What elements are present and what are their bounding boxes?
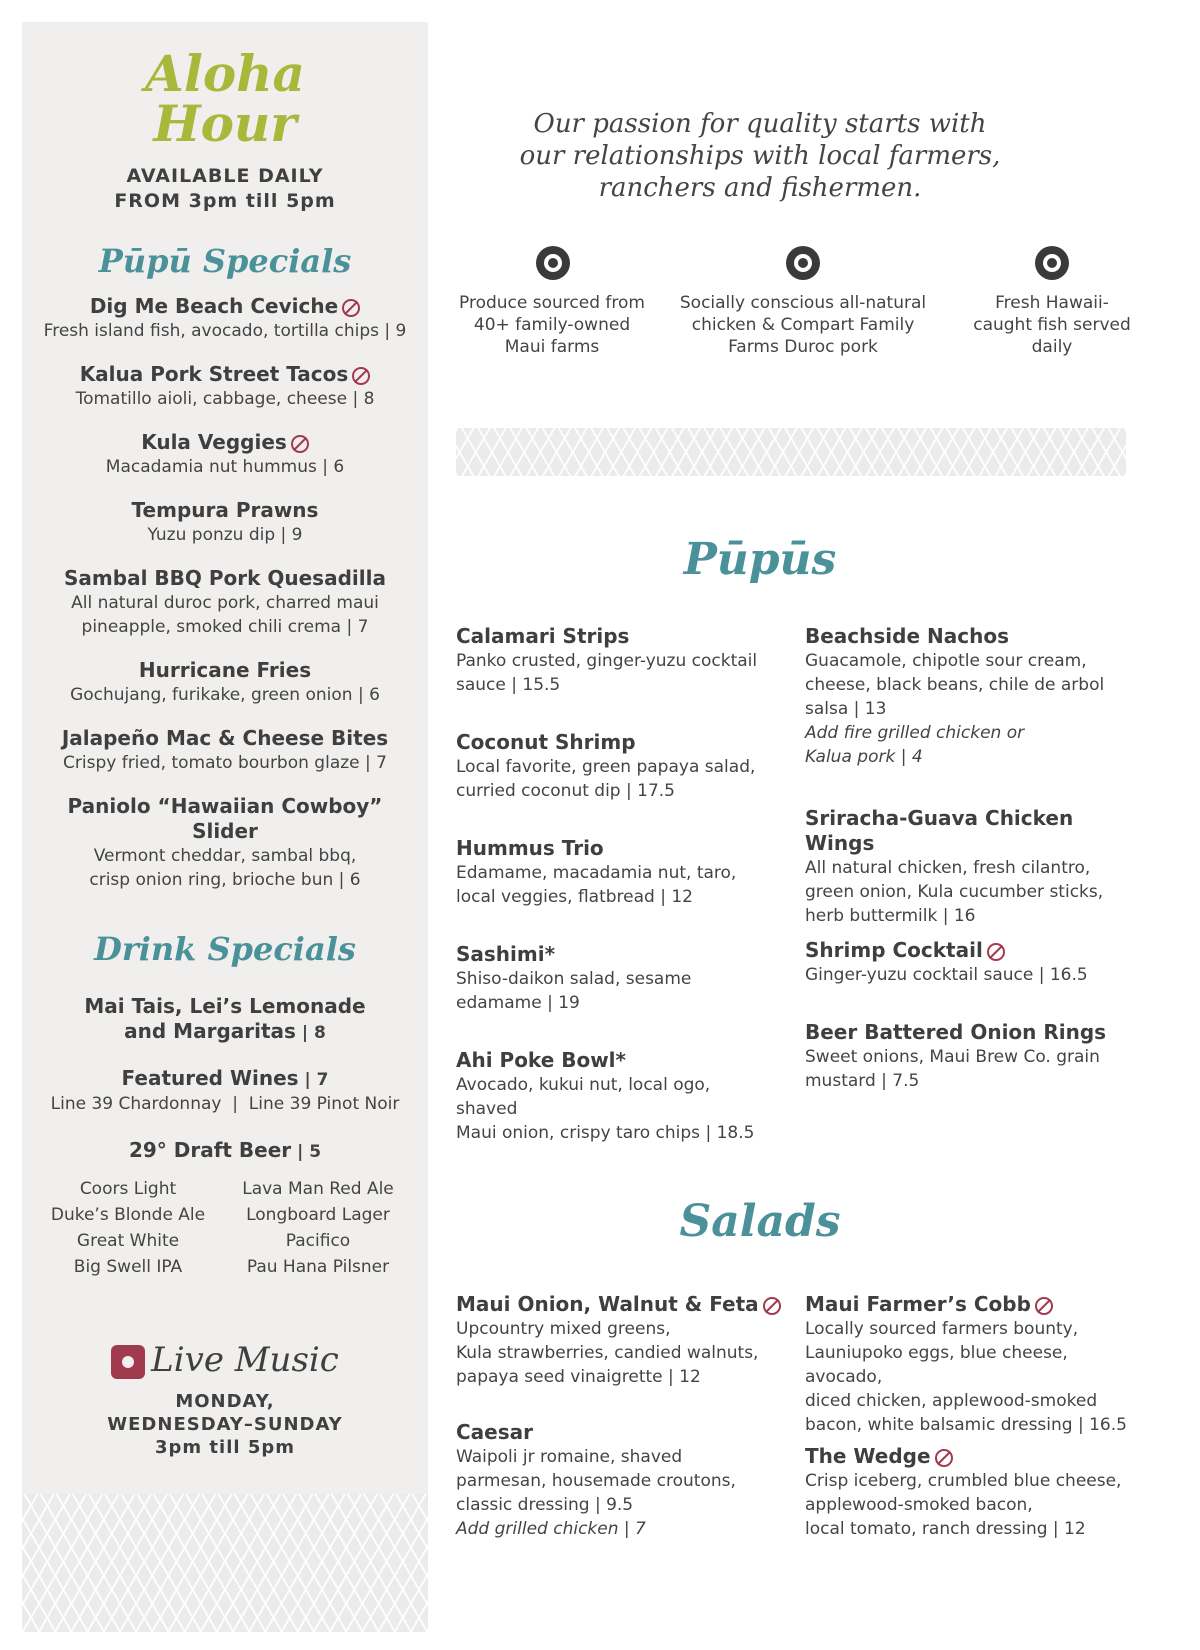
item-desc: edamame | 19 xyxy=(456,993,580,1013)
item-desc: mustard | 7.5 xyxy=(805,1071,920,1091)
beer-item: Pau Hana Pilsner xyxy=(246,1257,390,1277)
menu-item xyxy=(456,1292,786,1389)
beer-item: Coors Light xyxy=(79,1179,177,1199)
item-desc: Crispy fried, tomato bourbon glaze | 7 xyxy=(63,753,387,773)
feature-line: daily xyxy=(1031,337,1073,357)
item-desc: Macadamia nut hummus | 6 xyxy=(105,457,345,477)
item-addon: Kalua pork | 4 xyxy=(805,747,923,767)
item-addon: Add grilled chicken | 7 xyxy=(456,1519,646,1539)
item-desc: sauce | 15.5 xyxy=(456,675,561,695)
tribal-pattern-divider xyxy=(22,1494,428,1632)
fish-icon xyxy=(1035,246,1069,280)
item-desc: local veggies, flatbread | 12 xyxy=(456,887,693,907)
item-name: Kalua Pork Street Tacos xyxy=(79,362,349,386)
feature-line: chicken & Compart Family xyxy=(691,315,915,335)
item-name: Jalapeño Mac & Cheese Bites xyxy=(61,726,389,750)
aloha-hour-sidebar xyxy=(22,22,428,1632)
item-name: Kula Veggies xyxy=(141,430,287,454)
menu-item xyxy=(805,1444,1145,1541)
item-name: Shrimp Cocktail xyxy=(805,938,983,962)
schedule-line: 3pm till 5pm xyxy=(155,1437,295,1458)
item-desc: papaya seed vinaigrette | 12 xyxy=(456,1367,701,1387)
item-name: Maui Farmer’s Cobb xyxy=(805,1292,1031,1316)
item-desc: Upcountry mixed greens, xyxy=(456,1319,671,1339)
beer-item: Pacifico xyxy=(285,1231,351,1251)
item-desc: pineapple, smoked chili crema | 7 xyxy=(81,617,369,637)
item-desc: Edamame, macadamia nut, taro, xyxy=(456,863,737,883)
gluten-free-icon xyxy=(987,943,1005,961)
beer-item: Longboard Lager xyxy=(246,1205,390,1225)
availability xyxy=(22,164,428,214)
gluten-free-icon xyxy=(1035,1297,1053,1315)
item-desc: Ginger-yuzu cocktail sauce | 16.5 xyxy=(805,965,1088,985)
item-name: Mai Tais, Lei’s Lemonade xyxy=(84,994,366,1018)
item-name: Calamari Strips xyxy=(456,624,630,648)
item-desc: Shiso-daikon salad, sesame xyxy=(456,969,692,989)
drink-specials-title: Drink Specials xyxy=(94,930,356,968)
list-item xyxy=(22,362,428,411)
item-desc: crisp onion ring, brioche bun | 6 xyxy=(89,870,361,890)
item-name: The Wedge xyxy=(805,1444,931,1468)
schedule-line: WEDNESDAY–SUNDAY xyxy=(107,1414,343,1435)
beer-list-right xyxy=(218,1176,418,1280)
item-name: Ahi Poke Bowl* xyxy=(456,1048,626,1072)
item-name: Caesar xyxy=(456,1420,534,1444)
list-item xyxy=(22,294,428,343)
item-desc: salsa | 13 xyxy=(805,699,887,719)
list-item xyxy=(22,994,428,1045)
live-music-schedule xyxy=(22,1390,428,1459)
item-desc: Launiupoko eggs, blue cheese, avocado, xyxy=(805,1343,1068,1387)
feature-line: caught fish served xyxy=(973,315,1131,335)
feature-line: Socially conscious all-natural xyxy=(679,293,927,313)
item-desc: Vermont cheddar, sambal bbq, xyxy=(93,846,357,866)
item-desc: Waipoli jr romaine, shaved xyxy=(456,1447,683,1467)
item-name: Slider xyxy=(192,819,258,843)
item-name: Sambal BBQ Pork Quesadilla xyxy=(64,566,386,590)
item-name: Maui Onion, Walnut & Feta xyxy=(456,1292,759,1316)
item-desc: Sweet onions, Maui Brew Co. grain xyxy=(805,1047,1100,1067)
aloha-title-line2: Hour xyxy=(153,94,297,153)
tagline xyxy=(440,108,1080,204)
aloha-title-line1: Aloha xyxy=(145,44,305,103)
feature-line: Maui farms xyxy=(504,337,600,357)
item-name: Sriracha-Guava Chicken Wings xyxy=(805,806,1074,855)
tagline-line: ranchers and fishermen. xyxy=(598,173,922,203)
item-name: Paniolo “Hawaiian Cowboy” xyxy=(67,794,383,818)
gluten-free-icon xyxy=(935,1449,953,1467)
item-addon: Add fire grilled chicken or xyxy=(805,723,1025,743)
item-desc: green onion, Kula cucumber sticks, xyxy=(805,882,1104,902)
menu-item xyxy=(456,730,771,803)
feature-line: Produce sourced from xyxy=(459,293,645,313)
item-desc: Guacamole, chipotle sour cream, xyxy=(805,651,1087,671)
gluten-free-icon xyxy=(352,367,370,385)
item-desc: Yuzu ponzu dip | 9 xyxy=(147,525,303,545)
item-name: Beer Battered Onion Rings xyxy=(805,1020,1107,1044)
list-item xyxy=(22,566,428,639)
salads-title: Salads xyxy=(679,1196,841,1247)
gluten-free-icon xyxy=(342,299,360,317)
live-music-title: Live Music xyxy=(151,1340,339,1380)
item-desc: Fresh island fish, avocado, tortilla chips | 9 xyxy=(43,321,407,341)
item-name: Coconut Shrimp xyxy=(456,730,636,754)
feature-line: Farms Duroc pork xyxy=(728,337,878,357)
item-desc: All natural chicken, fresh cilantro, xyxy=(805,858,1091,878)
menu-item xyxy=(805,938,1135,987)
live-music xyxy=(22,1340,428,1380)
list-item xyxy=(22,1138,428,1164)
item-price: | 5 xyxy=(291,1142,322,1162)
item-name: Hurricane Fries xyxy=(138,658,312,682)
menu-item xyxy=(456,836,771,909)
item-desc: Maui onion, crispy taro chips | 18.5 xyxy=(456,1123,755,1143)
item-name: 29° Draft Beer xyxy=(128,1138,292,1162)
item-desc: Local favorite, green papaya salad, xyxy=(456,757,756,777)
menu-item xyxy=(456,1420,786,1541)
availability-line2: FROM 3pm till 5pm xyxy=(114,190,336,212)
gluten-free-icon xyxy=(291,435,309,453)
item-desc: Gochujang, furikake, green onion | 6 xyxy=(70,685,380,705)
list-item xyxy=(22,658,428,707)
item-desc: herb buttermilk | 16 xyxy=(805,906,976,926)
feature-meat xyxy=(668,292,938,358)
beer-item: Duke’s Blonde Ale xyxy=(50,1205,206,1225)
menu-item xyxy=(456,942,771,1015)
item-name: Hummus Trio xyxy=(456,836,604,860)
item-desc: Crisp iceberg, crumbled blue cheese, xyxy=(805,1471,1122,1491)
feature-produce xyxy=(452,292,652,358)
item-desc: cheese, black beans, chile de arbol xyxy=(805,675,1105,695)
beer-item: Lava Man Red Ale xyxy=(242,1179,394,1199)
list-item xyxy=(22,794,428,892)
item-name: Tempura Prawns xyxy=(131,498,319,522)
menu-item xyxy=(805,1020,1135,1093)
item-price: | 7 xyxy=(298,1070,329,1090)
feature-fish xyxy=(952,292,1152,358)
farm-icon xyxy=(786,246,820,280)
item-desc: bacon, white balsamic dressing | 16.5 xyxy=(805,1415,1127,1435)
farmer-icon xyxy=(536,246,570,280)
hibiscus-icon xyxy=(111,1345,145,1379)
tagline-line: Our passion for quality starts with xyxy=(533,109,987,139)
item-desc: Panko crusted, ginger-yuzu cocktail xyxy=(456,651,758,671)
item-name: Dig Me Beach Ceviche xyxy=(89,294,339,318)
menu-item xyxy=(456,624,771,697)
list-item xyxy=(22,1066,428,1116)
item-desc: classic dressing | 9.5 xyxy=(456,1495,634,1515)
item-desc: local tomato, ranch dressing | 12 xyxy=(805,1519,1086,1539)
item-desc: All natural duroc pork, charred maui xyxy=(71,593,379,613)
item-desc: Kula strawberries, candied walnuts, xyxy=(456,1343,759,1363)
beer-list-left xyxy=(28,1176,228,1280)
item-desc: Line 39 Chardonnay | Line 39 Pinot Noir xyxy=(50,1094,400,1114)
schedule-line: MONDAY, xyxy=(175,1391,275,1412)
tribal-pattern-divider xyxy=(456,428,1126,476)
beer-item: Big Swell IPA xyxy=(73,1257,183,1277)
item-price: | 8 xyxy=(295,1023,326,1043)
pupus-title: Pūpūs xyxy=(683,534,837,585)
beer-item: Great White xyxy=(76,1231,180,1251)
item-desc: curried coconut dip | 17.5 xyxy=(456,781,675,801)
list-item xyxy=(22,726,428,775)
list-item xyxy=(22,430,428,479)
item-desc: Avocado, kukui nut, local ogo, shaved xyxy=(456,1075,711,1119)
tagline-line: our relationships with local farmers, xyxy=(519,141,1001,171)
item-name: Sashimi* xyxy=(456,942,556,966)
feature-line: Fresh Hawaii- xyxy=(995,293,1109,313)
feature-line: 40+ family-owned xyxy=(473,315,631,335)
item-desc: diced chicken, applewood-smoked xyxy=(805,1391,1098,1411)
menu-item xyxy=(456,1048,771,1145)
pupu-specials-title: Pūpū Specials xyxy=(98,242,352,280)
item-name: Featured Wines xyxy=(121,1066,299,1090)
item-desc: parmesan, housemade croutons, xyxy=(456,1471,736,1491)
item-name: and Margaritas xyxy=(124,1019,296,1043)
menu-item xyxy=(805,1292,1145,1437)
item-desc: applewood-smoked bacon, xyxy=(805,1495,1033,1515)
item-desc: Tomatillo aioli, cabbage, cheese | 8 xyxy=(75,389,375,409)
availability-line1: AVAILABLE DAILY xyxy=(126,165,324,187)
gluten-free-icon xyxy=(763,1297,781,1315)
item-name: Beachside Nachos xyxy=(805,624,1009,648)
menu-item xyxy=(805,624,1135,769)
menu-item xyxy=(805,806,1135,928)
item-desc: Locally sourced farmers bounty, xyxy=(805,1319,1079,1339)
list-item xyxy=(22,498,428,547)
